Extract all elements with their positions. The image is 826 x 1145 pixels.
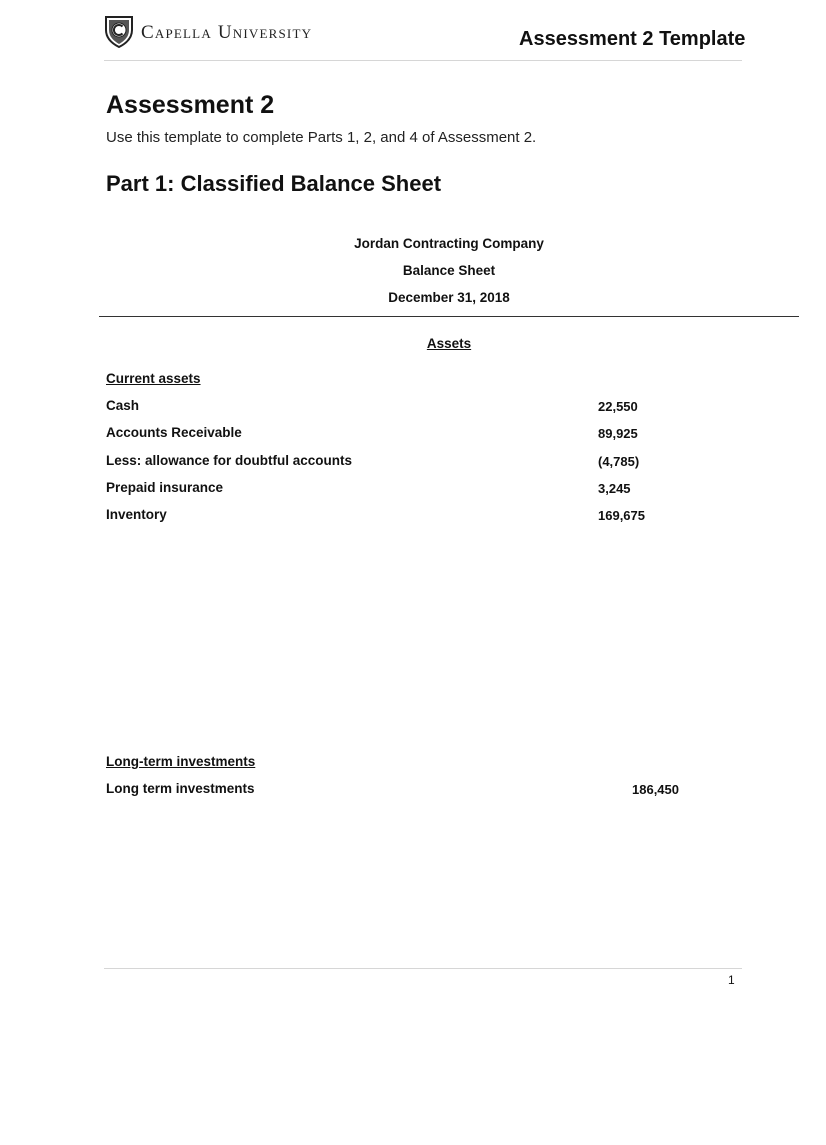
statement-date: December 31, 2018 xyxy=(388,290,510,305)
row-value-cash: 22,550 xyxy=(598,399,638,414)
header-divider xyxy=(104,60,742,61)
row-value-allowance: (4,785) xyxy=(598,454,640,469)
document-title: Assessment 2 xyxy=(106,91,275,119)
statement-divider xyxy=(99,316,799,317)
row-value-long-term-investments: 186,450 xyxy=(632,782,679,797)
university-name: Capella University xyxy=(141,22,313,43)
intro-text: Use this template to complete Parts 1, 2, and 4 of Assessment 2. xyxy=(106,129,537,146)
row-label-prepaid-insurance: Prepaid insurance xyxy=(106,480,224,495)
template-title: Assessment 2 Template xyxy=(519,28,746,50)
long-term-investments-heading: Long-term investments xyxy=(106,754,256,769)
current-assets-heading: Current assets xyxy=(106,371,201,386)
row-label-cash: Cash xyxy=(106,398,140,413)
row-value-inventory: 169,675 xyxy=(598,508,645,523)
row-label-long-term-investments: Long term investments xyxy=(106,781,255,796)
assets-heading: Assets xyxy=(426,336,472,351)
footer-divider xyxy=(104,968,742,969)
row-value-accounts-receivable: 89,925 xyxy=(598,426,638,441)
page-number: 1 xyxy=(728,973,735,987)
row-value-prepaid-insurance: 3,245 xyxy=(598,481,631,496)
capella-shield-logo xyxy=(104,14,134,48)
part-title: Part 1: Classified Balance Sheet xyxy=(106,171,442,196)
row-label-allowance: Less: allowance for doubtful accounts xyxy=(106,453,353,468)
row-label-inventory: Inventory xyxy=(106,507,167,522)
row-label-accounts-receivable: Accounts Receivable xyxy=(106,425,242,440)
company-name: Jordan Contracting Company xyxy=(354,236,544,251)
statement-name: Balance Sheet xyxy=(402,263,496,278)
